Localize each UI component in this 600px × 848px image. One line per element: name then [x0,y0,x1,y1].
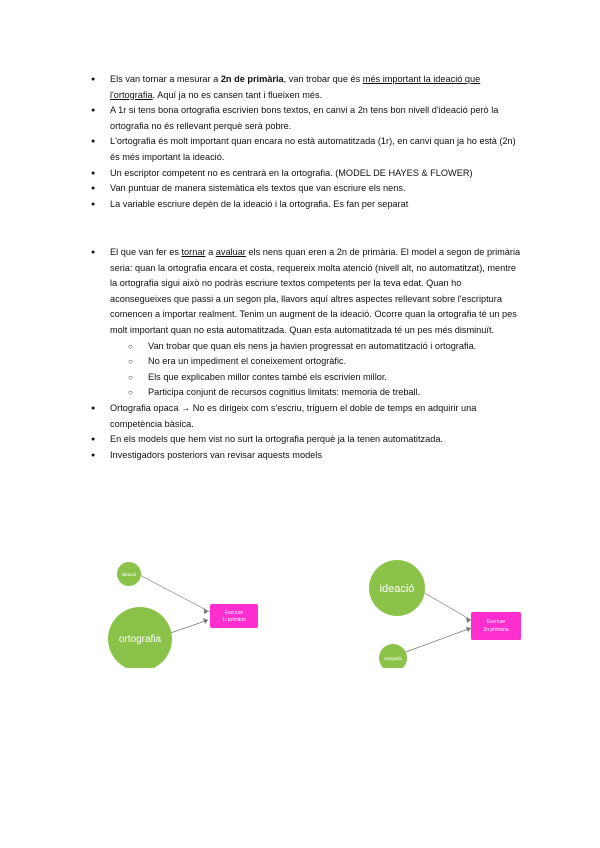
underlined-text: tornar [181,247,206,257]
text-run: La variable escriure depèn de la ideació i la ortografia. Es fan per separat [110,198,409,209]
node-escriure-1r [210,604,258,628]
list-item [92,245,522,401]
arrow-ortografia-to-escriure [395,628,471,656]
underlined-text: avaluar [215,247,246,257]
text-run: A 1r si tens bona ortografia escrivien bons textos, en canvi a 2n tens bon nivell d'ideació però la ortografia no és rellevant perquè serà pobre. [110,105,499,131]
arrow-ideacio-to-escriure [138,574,210,612]
bullet-list-first [92,72,522,212]
bullet-list-second [92,245,522,463]
node-escriure-line2: 1r primària [222,617,246,623]
text-run: a [205,247,216,257]
text-run: Investigadors posteriors van revisar aquests models [110,449,322,460]
sub-list-item: ○ Els que explicaben millor contes també els escrivien millor. [110,370,522,386]
list-item [92,181,522,197]
node-ortografia-label: ortografia [118,634,162,645]
text-run: els nens quan eren a 2n de primària. El model a segon de primària seria: quan la ortografia encara et costa, requereix molta atenció (nivell alt, no automatitzat), mentre la ortografia sigui això no podràs escriure textos competents per la teva edat. Quan ho aconsegueixes que passi a un segon pla, llavors aquí altres aspectes rellevant sobre l'escriptura comencen a importar realment. Tenim un augment de la ideació. Ocorre quan la ortografia té un pes molt important quan no esta automatitzada. Quan esta automatitzada té un pes més disminuït. [110,247,521,335]
list-item [92,166,522,182]
text-run: . Aquí ja no es cansen tant i flueixen més. [152,89,323,100]
list-item [92,448,522,464]
node-escriure-2n [471,612,521,640]
diagram-first-grade [100,548,260,668]
arrowhead-1 [466,617,471,623]
text-run: , van trobar que és [283,74,363,84]
node-ideacio-label: ideació [121,572,137,577]
sub-list-item: ○ Participa conjunt de recursos cognitius limitats: memoria de treball. [110,385,522,401]
list-item [92,197,522,213]
text-run: El que van fer es [110,247,182,257]
list-item [92,401,522,432]
underlined-text: més important la ideació que l'ortografia [110,74,481,100]
node-escriure-line2: 2n primària [483,627,509,633]
list-item [92,72,522,103]
text-run: Ortografia opaca → No es dirigeix com s'escriu, triguem el doble de temps en adquirir una competència bàsica. [110,402,477,429]
list-item [92,432,522,448]
bold-text: 2n de primària [220,74,284,84]
node-escriure-line1: Escriure [486,619,506,625]
node-ortografia-label: ortografia [384,656,402,661]
list-item [92,103,522,134]
text-run: Van puntuar de manera sistemàtica els textos que van escriure els nens. [110,183,406,194]
sub-list-item: ○ Van trobar que quan els nens ja havien progressat en automatització i ortografia. [110,339,522,355]
arrowhead-2 [203,618,208,624]
text-run: Un escriptor competent no es centrarà en la ortografia. (MODEL DE HAYES & FLOWER) [110,167,473,178]
node-ideacio-label: ideació [379,583,415,595]
diagram-second-grade [355,548,525,668]
sub-list-item: ○ No era un impediment el coneixement ortogràfic. [110,354,522,370]
text-run: En els models que hem vist no surt la ortografia perquè ja la tenen automatitzada. [110,434,443,445]
list-item [92,134,522,165]
text-run: Els van tornar a mesurar a [110,74,221,84]
text-run: L'ortografia és molt important quan encara no està automatitzada (1r), en canvi quan ja ho està (2n) és més important la ideació. [110,136,516,162]
sub-bullet-list [110,339,522,401]
node-escriure-line1: Escriure [224,610,244,616]
